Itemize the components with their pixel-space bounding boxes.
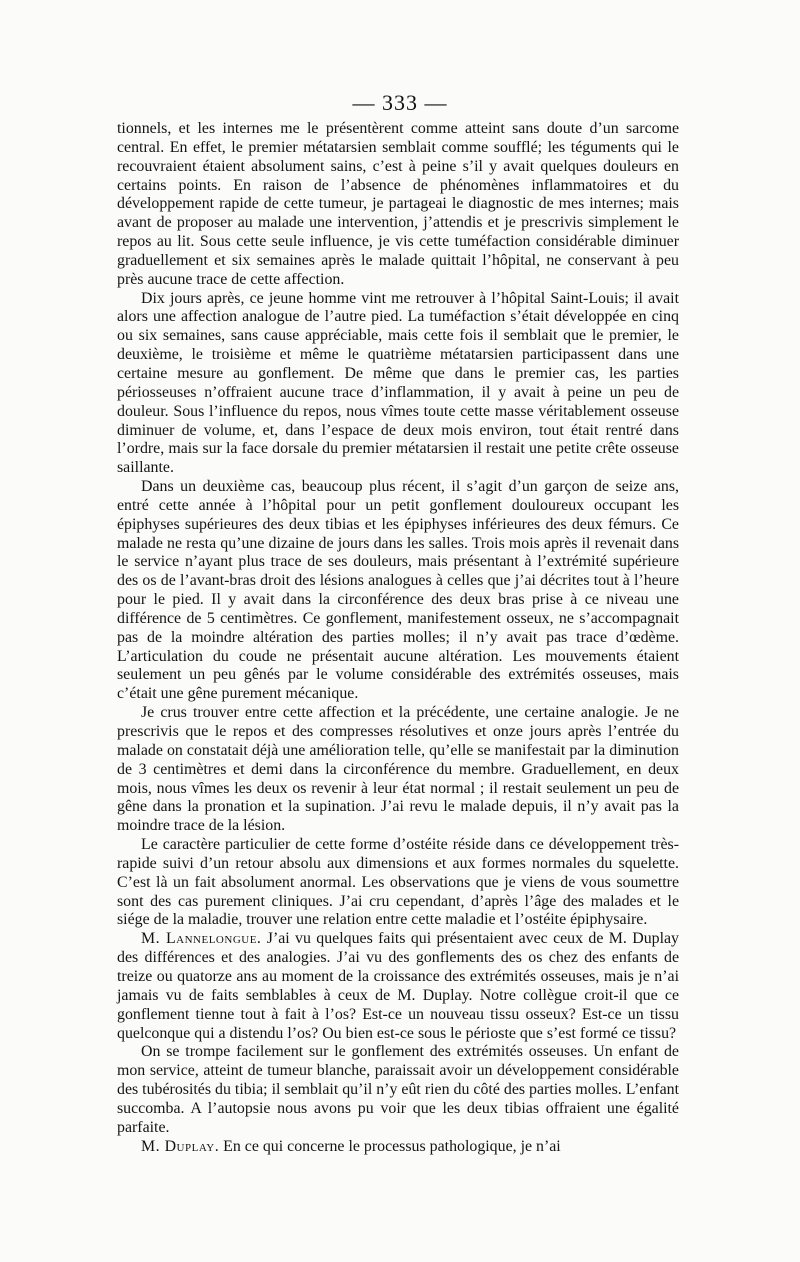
paragraph-5: Le caractère particulier de cette forme d’ostéite réside dans ce développement très-rapide suivi d’un retour absolu aux dimensions et aux formes normales du squelette. C’est là un fait absolument anormal. Les observations que je viens de vous soumettre sont des cas purement cliniques. J’ai cru cependant, d’après l’âge des malades et le siége de la maladie, trouver une relation entre cette maladie et l’ostéite épiphysaire. bbox=[117, 836, 679, 929]
paragraph-8 bbox=[117, 1138, 679, 1157]
paragraph-6 bbox=[117, 930, 679, 1043]
paragraph-text: En ce qui concerne le processus pathologique, je n’ai bbox=[219, 1137, 561, 1155]
body-text bbox=[117, 120, 679, 1156]
paragraph-7: On se trompe facilement sur le gonflement des extrémités osseuses. Un enfant de mon service, atteint de tumeur blanche, paraissait avoir un développement considérable des tubérosités du tibia; il semblait qu’il n’y eût rien du côté des parties molles. L’enfant succomba. A l’autopsie nous avons pu voir que les deux tibias offraient une égalité parfaite. bbox=[117, 1043, 679, 1136]
paragraph-1: tionnels, et les internes me le présentèrent comme atteint sans doute d’un sarcome central. En effet, le premier métatarsien semblait comme soufflé; les téguments qui le recouvraient étaient absolument sains, c’est à peine s’il y avait quelques douleurs en certains points. En raison de l’absence de phénomènes inflammatoires et du développement rapide de cette tumeur, je partageai le diagnostic de mes internes; mais avant de proposer au malade une intervention, j’attendis et je prescrivis simplement le repos au lit. Sous cette seule influence, je vis cette tuméfaction considérable diminuer graduellement et six semaines après le malade quittait l’hôpital, ne conservant à peu près aucune trace de cette affection. bbox=[117, 120, 679, 288]
paragraph-4: Je crus trouver entre cette affection et la précédente, une certaine analogie. Je ne prescrivis que le repos et des compresses résolutives et onze jours après l’entrée du malade on constatait déjà une amélioration telle, qu’elle se manifestait par la diminution de 3 centimètres et demi dans la circonférence du membre. Graduellement, en deux mois, nous vîmes les deux os revenir à leur état normal ; il restait seulement un peu de gêne dans la pronation et la supination. J’ai revu le malade depuis, il n’y avait pas la moindre trace de la lésion. bbox=[117, 704, 679, 835]
paragraph-text: J’ai vu quelques faits qui présentaient avec ceux de M. Duplay des différences et des analogies. J’ai vu des gonflements des os chez des enfants de treize ou quatorze ans au moment de la croissance des extrémités osseuses, mais je n’ai jamais vu de faits semblables à ceux de M. Duplay. Notre collègue croit-il que ce gonflement tienne tout à fait à l’os? Est-ce un nouveau tissu osseux? Est-ce un tissu quelconque qui a distendu l’os? Ou bien est-ce sous le périoste que s’est formé ce tissu? bbox=[117, 930, 679, 1042]
speaker-name: M. Lannelongue. bbox=[141, 930, 262, 948]
paragraph-2: Dix jours après, ce jeune homme vint me retrouver à l’hôpital Saint-Louis; il avait alors une affection analogue de l’autre pied. La tuméfaction s’était développée en cinq ou six semaines, sans cause appréciable, mais cette fois il semblait que le premier, le deuxième, le troisième et même le quatrième métatarsien participassent dans une certaine mesure au gonflement. De même que dans le premier cas, les parties périosseuses n’offraient aucune trace d’inflammation, il y avait à peine un peu de douleur. Sous l’influence du repos, nous vîmes toute cette masse véritablement osseuse diminuer de volume, et, dans l’espace de deux mois environ, tout était rentré dans l’ordre, mais sur la face dorsale du premier métatarsien il restait une petite crête osseuse saillante. bbox=[117, 289, 679, 477]
paragraph-3: Dans un deuxième cas, beaucoup plus récent, il s’agit d’un garçon de seize ans, entré cette année à l’hôpital pour un petit gonflement douloureux occupant les épiphyses supérieures des deux tibias et les épiphyses inférieures des deux fémurs. Ce malade ne resta qu’une dizaine de jours dans les salles. Trois mois après il revenait dans le service n’ayant plus trace de ses douleurs, mais présentant à l’extrémité supérieure des os de l’avant-bras droit des lésions analogues à celles que j’ai décrites tout à l’heure pour le pied. Il y avait dans la circonférence des deux bras prise à ce niveau une différence de 5 centimètres. Ce gonflement, manifestement osseux, ne s’accompagnait pas de la moindre altération des parties molles; il n’y avait pas trace d’œdème. L’articulation du coude ne présentait aucune altération. Les mouvements étaient seulement un peu gênés par le volume considérable des extrémités osseuses, mais c’était une gêne purement mécanique. bbox=[117, 478, 679, 703]
page-number: — 333 — bbox=[352, 90, 448, 115]
speaker-name: M. Duplay. bbox=[141, 1137, 220, 1155]
